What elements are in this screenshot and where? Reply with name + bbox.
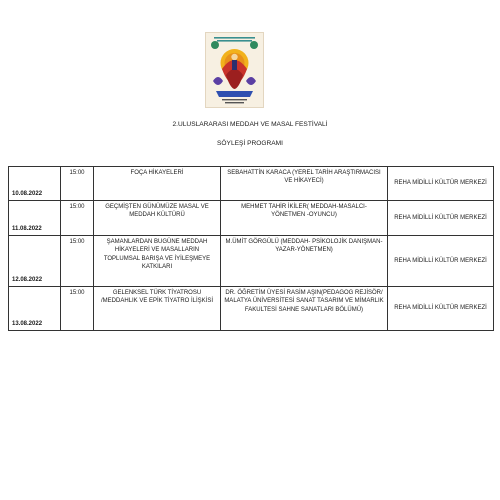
time-cell: 15:00 xyxy=(61,287,94,331)
table-row xyxy=(9,287,494,331)
topic-cell: FOÇA HİKAYELERİ xyxy=(94,167,221,201)
date-cell: 13.08.2022 xyxy=(9,287,61,331)
table-row xyxy=(9,167,494,201)
speaker-cell: SEBAHATTİN KARACA (YEREL TARİH ARAŞTIRMACISI VE HİKAYECİ) xyxy=(221,167,388,201)
festival-title: 2.ULUSLARARASI MEDDAH VE MASAL FESTİVALİ xyxy=(172,121,328,128)
venue-cell: REHA MİDİLLİ KÜLTÜR MERKEZİ xyxy=(388,236,494,287)
speaker-cell: DR. ÖĞRETİM ÜYESİ RASİM AŞIN(PEDAGOG REJİSÖR/ MALATYA ÜNİVERSİTESİ SANAT TASARIM VE MİMARLIK FAKULTESİ SAHNE SANATLARI BÖLÜMÜ) xyxy=(221,287,388,331)
venue-cell: REHA MİDİLLİ KÜLTÜR MERKEZİ xyxy=(388,167,494,201)
date-cell: 10.08.2022 xyxy=(9,167,61,201)
program-subtitle: SÖYLEŞİ PROGRAMI xyxy=(217,140,283,147)
speaker-cell: M.ÜMİT GÖRGÜLÜ (MEDDAH- PSİKOLOJİK DANIŞMAN- YAZAR-YÖNETMEN) xyxy=(221,236,388,287)
poster-illustration xyxy=(206,33,263,107)
date-cell: 12.08.2022 xyxy=(9,236,61,287)
time-cell: 15:00 xyxy=(61,201,94,236)
topic-cell: GELENKSEL TÜRK TİYATROSU /MEDDAHLIK VE EPİK TİYATRO İLİŞKİSİ xyxy=(94,287,221,331)
table-row xyxy=(9,201,494,236)
venue-cell: REHA MİDİLLİ KÜLTÜR MERKEZİ xyxy=(388,201,494,236)
date-cell: 11.08.2022 xyxy=(9,201,61,236)
topic-cell: GEÇMİŞTEN GÜNÜMÜZE MASAL VE MEDDAH KÜLTÜRÜ xyxy=(94,201,221,236)
time-cell: 15:00 xyxy=(61,236,94,287)
time-cell: 15:00 xyxy=(61,167,94,201)
table-row xyxy=(9,236,494,287)
festival-poster-image xyxy=(205,32,264,108)
schedule-table xyxy=(8,166,494,331)
speaker-cell: MEHMET TAHİR İKİLER( MEDDAH-MASALCI- YÖNETMEN -OYUNCU) xyxy=(221,201,388,236)
topic-cell: ŞAMANLARDAN BUGÜNE MEDDAH HİKAYELERİ VE MASALLARIN TOPLUMSAL BARIŞA VE İYİLEŞMEYE KATKILARI xyxy=(94,236,221,287)
venue-cell: REHA MİDİLLİ KÜLTÜR MERKEZİ xyxy=(388,287,494,331)
